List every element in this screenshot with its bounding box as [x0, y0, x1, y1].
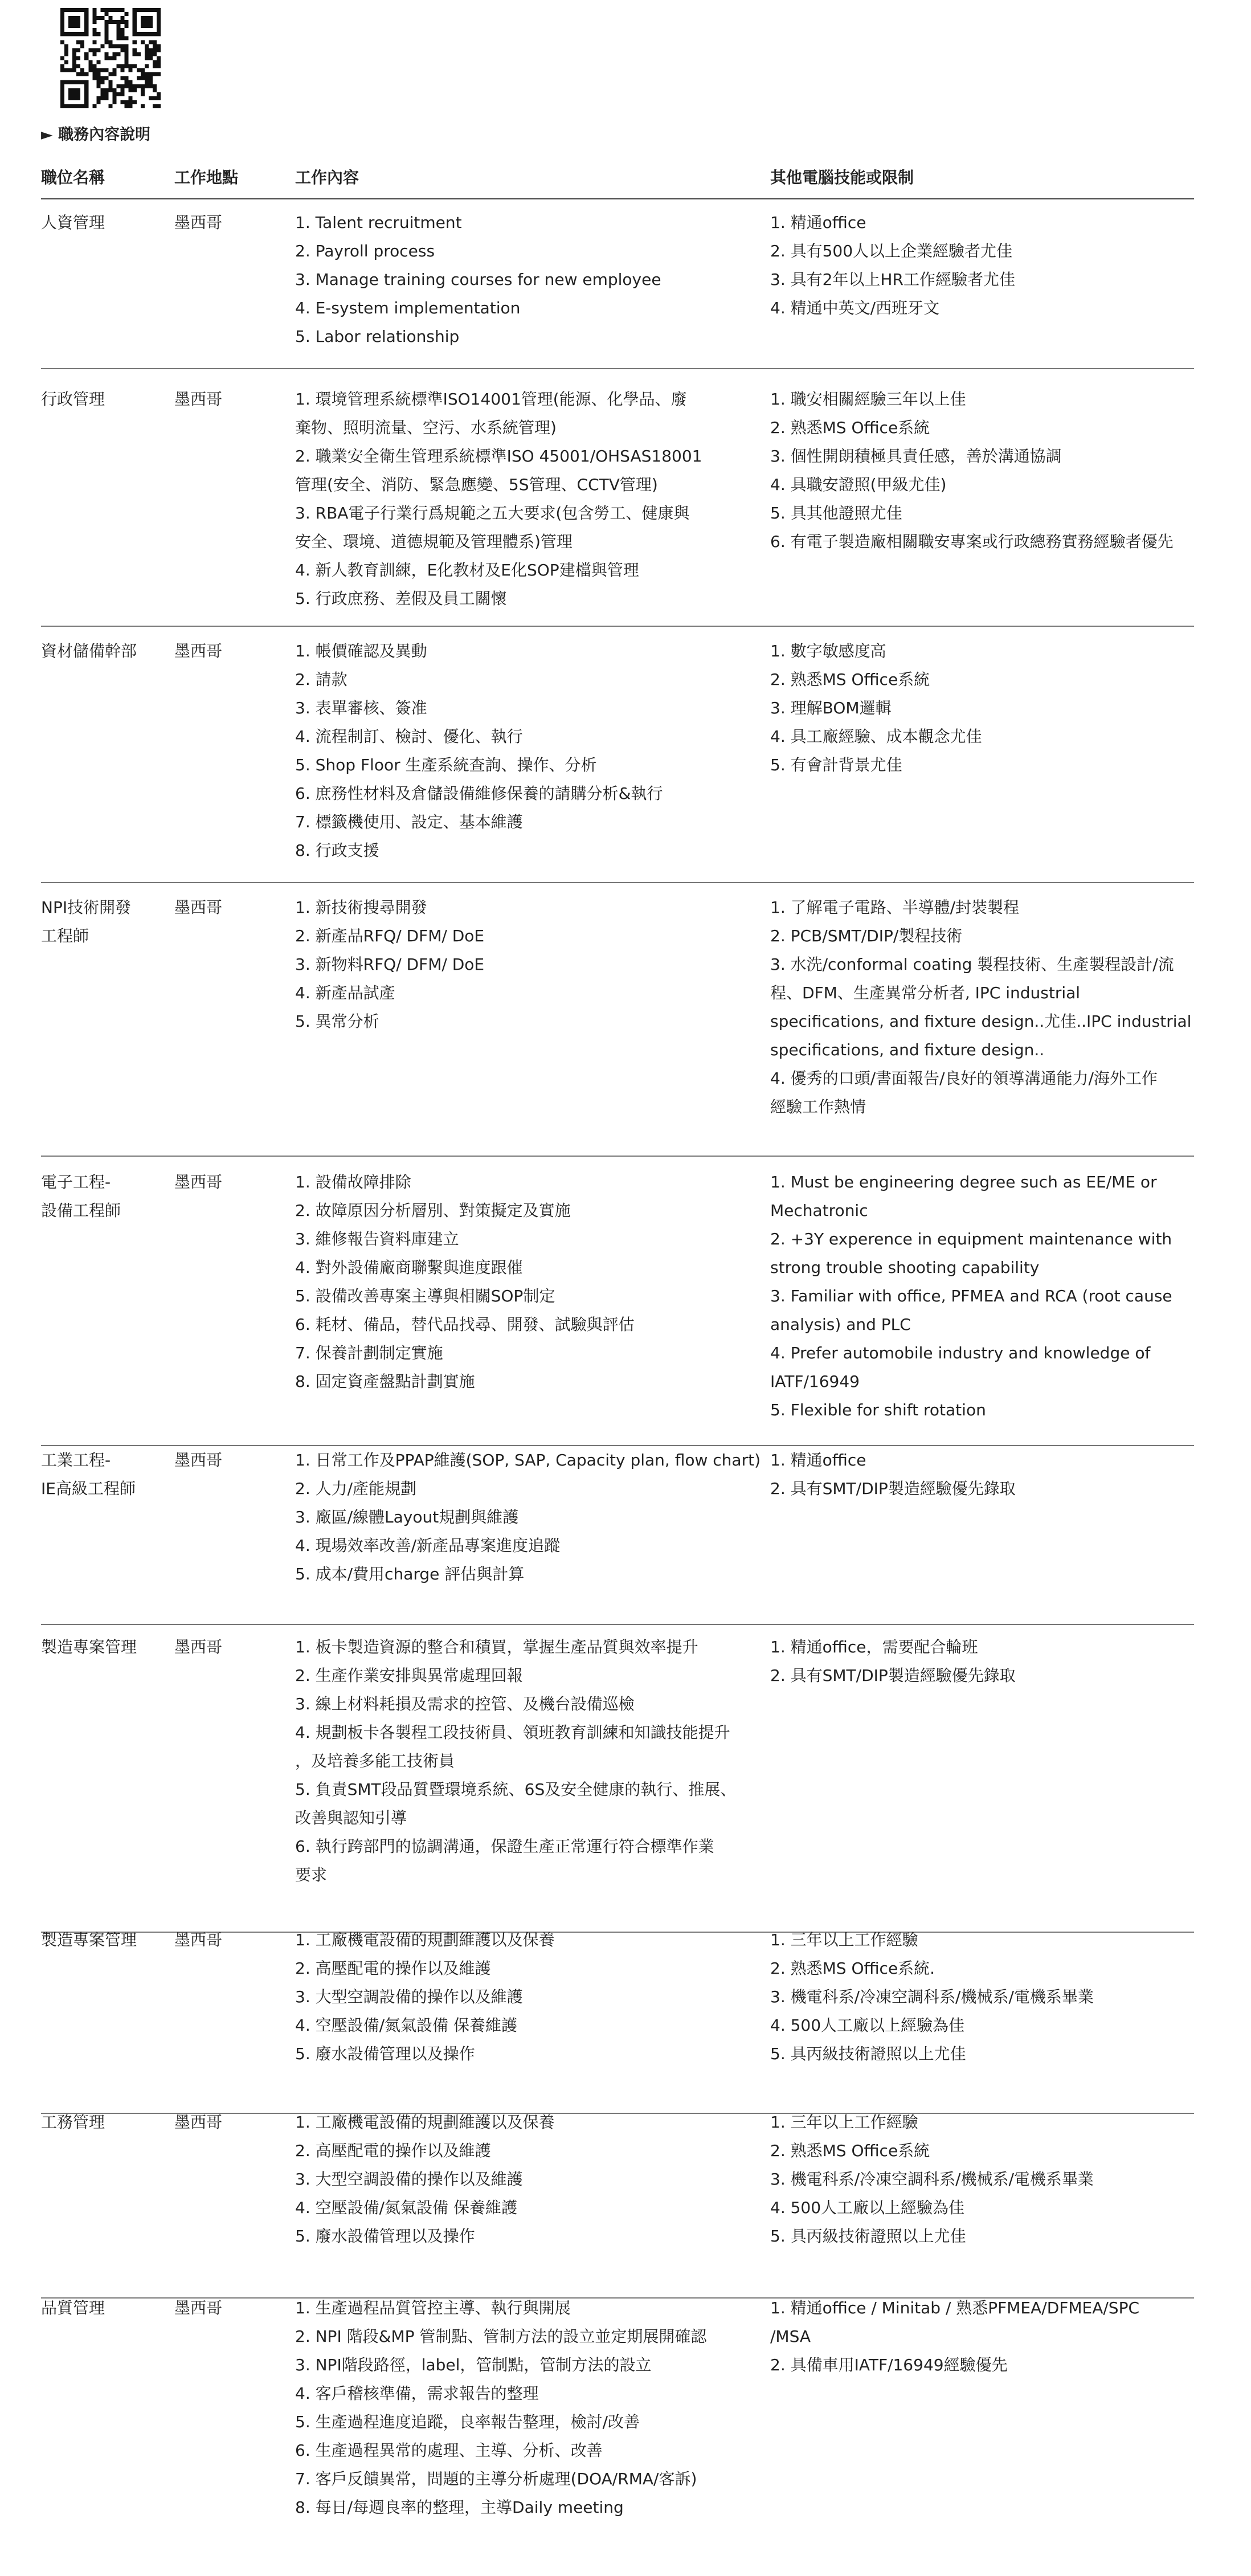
job-requirements-line: 3. 水洗/conformal coating 製程技術、生產製程設計/流	[770, 955, 1174, 974]
job-duties-line: 3. RBA電子行業行爲規範之五大要求(包含勞工、健康與	[295, 504, 690, 522]
job-row	[41, 209, 1194, 369]
job-requirements-line: 2. 熟悉MS Office系統	[770, 670, 930, 689]
job-duties-line: 2. 故障原因分析層別、對策擬定及實施	[295, 1201, 571, 1220]
job-requirements-line: 程、DFM、生產異常分析者, IPC industrial	[770, 983, 1081, 1002]
job-duties-line: 2. Payroll process	[295, 242, 435, 260]
job-requirements	[770, 1926, 1094, 2068]
job-requirements-line: 4. 500人工廠以上經驗為佳	[770, 2016, 965, 2035]
job-requirements-line: 4. 優秀的口頭/書面報告/良好的領導溝通能力/海外工作	[770, 1069, 1158, 1088]
header-position: 職位名稱	[41, 168, 105, 187]
job-row	[41, 385, 1194, 627]
job-requirements-line: specifications, and fixture design..尤佳..IPC industrial	[770, 1012, 1192, 1031]
section-title: ► 職務內容說明	[41, 126, 151, 144]
job-duties	[295, 1926, 555, 2068]
job-duties-line: 1. 新技術搜尋開發	[295, 898, 427, 917]
job-requirements	[770, 2294, 1139, 2379]
job-requirements	[770, 2108, 1094, 2251]
job-requirements	[770, 385, 1174, 556]
job-duties-line: 5. Labor relationship	[295, 327, 460, 346]
job-requirements-line: 1. 精通office	[770, 1451, 866, 1469]
job-duties-line: 3. 大型空調設備的操作以及維護	[295, 2170, 523, 2189]
job-title	[41, 1926, 137, 1954]
job-duties-line: 3. 維修報告資料庫建立	[295, 1230, 459, 1248]
job-duties-line: 2. 生產作業安排與異常處理回報	[295, 1666, 523, 1685]
job-title-line: 設備工程師	[41, 1201, 121, 1220]
job-duties-line: 改善與認知引導	[295, 1808, 407, 1827]
job-requirements-line: 4. 具職安證照(甲級尤佳)	[770, 475, 947, 494]
job-duties-line: 1. 板卡製造資源的整合和積買，掌握生產品質與效率提升	[295, 1638, 698, 1656]
job-title-line: IE高級工程師	[41, 1479, 136, 1498]
job-requirements-line: 1. 三年以上工作經驗	[770, 1930, 918, 1949]
job-requirements-line: 2. 具有SMT/DIP製造經驗優先錄取	[770, 1479, 1016, 1498]
job-duties-line: 7. 標籤機使用、設定、基本維護	[295, 813, 523, 831]
job-title	[41, 2294, 105, 2322]
job-requirements-line: strong trouble shooting capability	[770, 1258, 1040, 1277]
job-duties-line: 1. 帳價確認及異動	[295, 642, 427, 660]
job-duties-line: 3. NPI階段路徑，label，管制點，管制方法的設立	[295, 2355, 652, 2374]
job-requirements-line: 2. 熟悉MS Office系統	[770, 418, 930, 437]
table-header	[41, 165, 1194, 199]
qr-code-icon	[60, 8, 161, 108]
job-duties-line: 4. 現場效率改善/新產品專案進度追蹤	[295, 1536, 561, 1555]
job-duties-line: 5. 設備改善專案主導與相關SOP制定	[295, 1287, 555, 1305]
job-duties-line: 4. E-system implementation	[295, 299, 521, 317]
job-duties-line: 5. 生產過程進度追蹤，良率報告整理，檢討/改善	[295, 2412, 640, 2431]
job-title	[41, 893, 131, 950]
job-duties-line: 2. 人力/產能規劃	[295, 1479, 417, 1498]
job-duties-line: 3. Manage training courses for new employee	[295, 270, 661, 289]
job-title	[41, 385, 105, 414]
job-duties-line: 4. 新產品試產	[295, 983, 395, 1002]
job-duties-line: 8. 固定資產盤點計劃實施	[295, 1372, 475, 1391]
job-duties-line: 8. 行政支援	[295, 841, 379, 860]
job-requirements-line: /MSA	[770, 2327, 811, 2346]
job-row	[41, 637, 1194, 883]
job-requirements-line: 3. 具有2年以上HR工作經驗者尤佳	[770, 270, 1015, 289]
job-requirements-line: 1. 職安相關經驗三年以上佳	[770, 390, 966, 409]
job-duties	[295, 2294, 706, 2522]
job-duties	[295, 385, 702, 613]
job-duties-line: 4. 規劃板卡各製程工段技術員、領班教育訓練和知識技能提升	[295, 1723, 730, 1742]
job-duties	[295, 2108, 555, 2251]
job-duties	[295, 1446, 761, 1589]
job-title-line: 資材儲備幹部	[41, 642, 137, 660]
job-requirements-line: 2. PCB/SMT/DIP/製程技術	[770, 926, 963, 945]
job-duties-line: 5. Shop Floor 生產系統查詢、操作、分析	[295, 756, 597, 774]
job-duties-line: 2. 請款	[295, 670, 348, 689]
job-duties	[295, 637, 663, 865]
job-requirements	[770, 637, 982, 779]
job-title-line: 工程師	[41, 926, 89, 945]
job-duties-line: 2. 新產品RFQ/ DFM/ DoE	[295, 926, 485, 945]
job-requirements-line: 2. 具有SMT/DIP製造經驗優先錄取	[770, 1666, 1016, 1685]
job-requirements-line: 3. 個性開朗積極具責任感，善於溝通協調	[770, 447, 1062, 466]
job-duties-line: 5. 廢水設備管理以及操作	[295, 2227, 475, 2246]
job-requirements-line: 1. 了解電子電路、半導體/封裝製程	[770, 898, 1020, 917]
job-location: 墨西哥	[174, 898, 223, 917]
job-duties-line: 1. 日常工作及PPAP維護(SOP, SAP, Capacity plan, flow chart)	[295, 1451, 761, 1469]
job-title-line: 製造專案管理	[41, 1638, 137, 1656]
job-duties-line: 3. 新物料RFQ/ DFM/ DoE	[295, 955, 485, 974]
job-requirements-line: 5. 具其他證照尤佳	[770, 504, 902, 522]
job-duties-line: 3. 廠區/線體Layout規劃與維護	[295, 1508, 519, 1526]
job-requirements-line: 4. 精通中英文/西班牙文	[770, 299, 940, 317]
job-duties-line: 2. 職業安全衛生管理系統標準ISO 45001/OHSAS18001	[295, 447, 702, 466]
job-location: 墨西哥	[174, 1638, 223, 1656]
job-title	[41, 2108, 105, 2137]
job-requirements-line: 3. 理解BOM邏輯	[770, 699, 892, 717]
job-title	[41, 209, 105, 237]
job-duties-line: 4. 新人教育訓練，E化教材及E化SOP建檔與管理	[295, 561, 639, 579]
job-duties-line: 7. 保養計劃制定實施	[295, 1344, 443, 1362]
job-title	[41, 1633, 137, 1661]
job-requirements-line: 4. 500人工廠以上經驗為佳	[770, 2198, 965, 2217]
job-location: 墨西哥	[174, 2299, 223, 2317]
job-requirements-line: 5. 有會計背景尤佳	[770, 756, 902, 774]
job-duties-line: 5. 廢水設備管理以及操作	[295, 2044, 475, 2063]
job-requirements-line: Mechatronic	[770, 1201, 868, 1220]
job-requirements-line: specifications, and fixture design..	[770, 1040, 1045, 1059]
job-duties-line: 要求	[295, 1865, 328, 1884]
job-title-line: 製造專案管理	[41, 1930, 137, 1949]
job-duties-line: 4. 空壓設備/氮氣設備 保養維護	[295, 2016, 517, 2035]
job-duties-line: 2. NPI 階段&MP 管制點、管制方法的設立並定期展開確認	[295, 2327, 707, 2346]
job-requirements-line: 2. 熟悉MS Office系統	[770, 2141, 930, 2160]
job-duties-line: 4. 空壓設備/氮氣設備 保養維護	[295, 2198, 517, 2217]
job-duties-line: 1. 環境管理系統標準ISO14001管理(能源、化學品、廢	[295, 390, 687, 409]
job-duties-line: 8. 每日/每週良率的整理，主導Daily meeting	[295, 2498, 624, 2517]
job-duties-line: 1. 設備故障排除	[295, 1173, 411, 1191]
job-row	[41, 1168, 1194, 1446]
job-requirements-line: 3. 機電科系/冷凍空調科系/機械系/電機系畢業	[770, 2170, 1094, 2189]
job-requirements-line: 1. 精通office	[770, 213, 866, 232]
job-requirements-line: 4. 具工廠經驗、成本觀念尤佳	[770, 727, 982, 746]
job-row	[41, 2294, 1194, 2553]
job-row	[41, 2108, 1194, 2299]
job-requirements-line: 5. Flexible for shift rotation	[770, 1401, 986, 1419]
job-row	[41, 1926, 1194, 2114]
header-requirements: 其他電腦技能或限制	[770, 168, 914, 187]
job-duties-line: ，及培養多能工技術員	[295, 1752, 455, 1770]
job-location: 墨西哥	[174, 2113, 223, 2132]
job-requirements-line: 經驗工作熱情	[770, 1097, 866, 1116]
job-duties	[295, 893, 484, 1036]
job-duties-line: 3. 線上材料耗損及需求的控管、及機台設備巡檢	[295, 1695, 635, 1713]
job-requirements-line: 6. 有電子製造廠相關職安專案或行政總務實務經驗者優先	[770, 532, 1174, 551]
job-duties-line: 1. 工廠機電設備的規劃維護以及保養	[295, 2113, 555, 2132]
job-duties-line: 5. 異常分析	[295, 1012, 379, 1031]
job-duties-line: 6. 耗材、備品，替代品找尋、開發、試驗與評估	[295, 1315, 635, 1334]
job-duties-line: 1. 工廠機電設備的規劃維護以及保養	[295, 1930, 555, 1949]
job-duties-line: 2. 高壓配電的操作以及維護	[295, 2141, 491, 2160]
job-duties-line: 5. 成本/費用charge 評估與計算	[295, 1565, 525, 1583]
job-requirements-line: 2. 具有500人以上企業經驗者尤佳	[770, 242, 1013, 260]
job-row	[41, 893, 1194, 1157]
job-location: 墨西哥	[174, 1451, 223, 1469]
job-title	[41, 637, 137, 666]
job-duties-line: 1. Talent recruitment	[295, 213, 462, 232]
job-title	[41, 1446, 136, 1503]
header-location: 工作地點	[174, 168, 239, 187]
job-requirements-line: analysis) and PLC	[770, 1315, 911, 1334]
job-duties-line: 7. 客戶反饋異常，問題的主導分析處理(DOA/RMA/客訴)	[295, 2469, 697, 2488]
job-requirements	[770, 209, 1015, 322]
header-duties: 工作內容	[295, 168, 359, 187]
job-duties-line: 1. 生產過程品質管控主導、執行與開展	[295, 2299, 571, 2317]
job-title-line: 電子工程-	[41, 1173, 111, 1191]
job-requirements-line: 2. 熟悉MS Office系統.	[770, 1959, 935, 1978]
job-duties	[295, 1168, 635, 1396]
job-location: 墨西哥	[174, 390, 223, 409]
job-title-line: 工務管理	[41, 2113, 105, 2132]
job-duties-line: 5. 負責SMT段品質暨環境系統、6S及安全健康的執行、推展、	[295, 1780, 737, 1799]
job-duties-line: 安全、環境、道德規範及管理體系)管理	[295, 532, 573, 551]
job-title-line: 品質管理	[41, 2299, 105, 2317]
job-duties-line: 6. 生產過程異常的處理、主導、分析、改善	[295, 2441, 603, 2460]
job-requirements-line: IATF/16949	[770, 1372, 860, 1391]
job-title	[41, 1168, 121, 1225]
job-location: 墨西哥	[174, 642, 223, 660]
job-requirements-line: 1. Must be engineering degree such as EE/ME or	[770, 1173, 1157, 1191]
job-requirements-line: 1. 精通office，需要配合輪班	[770, 1638, 978, 1656]
job-row	[41, 1633, 1194, 1933]
job-location: 墨西哥	[174, 213, 223, 232]
job-title-line: 工業工程-	[41, 1451, 111, 1469]
job-duties	[295, 1633, 736, 1889]
job-requirements	[770, 1168, 1172, 1424]
job-requirements-line: 4. Prefer automobile industry and knowledge of	[770, 1344, 1151, 1362]
job-location: 墨西哥	[174, 1930, 223, 1949]
job-duties-line: 4. 流程制訂、檢討、優化、執行	[295, 727, 523, 746]
job-duties-line: 6. 執行跨部門的協調溝通，保證生產正常運行符合標準作業	[295, 1837, 714, 1856]
job-location: 墨西哥	[174, 1173, 223, 1191]
job-duties-line: 4. 對外設備廠商聯繫與進度跟催	[295, 1258, 523, 1277]
job-requirements-line: 1. 精通office / Minitab / 熟悉PFMEA/DFMEA/SPC	[770, 2299, 1140, 2317]
job-duties-line: 3. 大型空調設備的操作以及維護	[295, 1987, 523, 2006]
job-requirements	[770, 893, 1191, 1121]
job-requirements-line: 5. 具丙級技術證照以上尤佳	[770, 2044, 966, 2063]
job-requirements-line: 1. 數字敏感度高	[770, 642, 886, 660]
job-row	[41, 1446, 1194, 1625]
job-requirements-line: 3. 機電科系/冷凍空調科系/機械系/電機系畢業	[770, 1987, 1094, 2006]
job-duties-line: 5. 行政庶務、差假及員工關懷	[295, 589, 507, 608]
job-requirements	[770, 1446, 1016, 1503]
job-title-line: 人資管理	[41, 213, 105, 232]
job-duties	[295, 209, 661, 351]
job-requirements-line: 3. Familiar with office, PFMEA and RCA (root cause	[770, 1287, 1172, 1305]
job-requirements-line: 1. 三年以上工作經驗	[770, 2113, 918, 2132]
job-title-line: 行政管理	[41, 390, 105, 409]
job-duties-line: 棄物、照明流量、空污、水系統管理)	[295, 418, 557, 437]
job-duties-line: 管理(安全、消防、緊急應變、5S管理、CCTV管理)	[295, 475, 658, 494]
job-requirements	[770, 1633, 1016, 1690]
job-duties-line: 2. 高壓配電的操作以及維護	[295, 1959, 491, 1978]
job-requirements-line: 2. +3Y experence in equipment maintenance with	[770, 1230, 1172, 1248]
job-duties-line: 3. 表單審核、簽准	[295, 699, 427, 717]
job-requirements-line: 2. 具備車用IATF/16949經驗優先	[770, 2355, 1008, 2374]
job-title-line: NPI技術開發	[41, 898, 132, 917]
job-duties-line: 6. 庶務性材料及倉儲設備維修保養的請購分析&執行	[295, 784, 663, 803]
job-requirements-line: 5. 具丙級技術證照以上尤佳	[770, 2227, 966, 2246]
job-duties-line: 4. 客戶稽核準備，需求報告的整理	[295, 2384, 539, 2403]
